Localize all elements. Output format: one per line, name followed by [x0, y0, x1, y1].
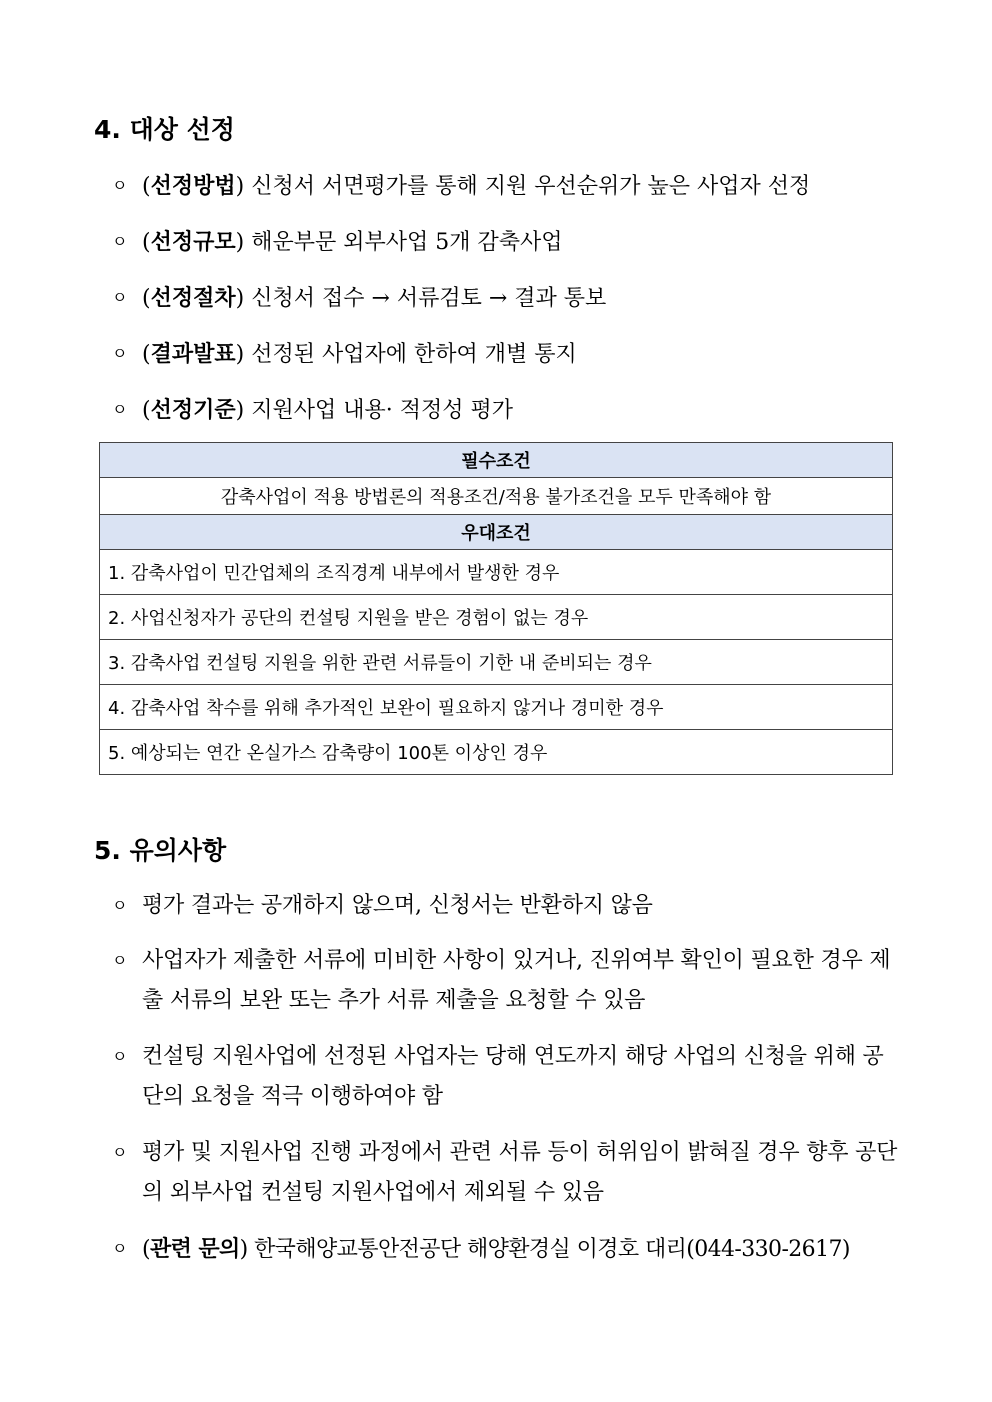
table-row	[100, 550, 893, 595]
bullet-mark: ㅇ	[112, 1239, 128, 1258]
notice-item	[112, 1037, 902, 1117]
table-row	[100, 595, 893, 640]
bullet-key: 선정절차	[150, 285, 236, 311]
table-row	[100, 730, 893, 775]
bullet-mark: ㅇ	[112, 1047, 128, 1066]
required-text: 감축사업이 적용 방법론의 적용조건/적용 불가조건을 모두 만족해야 함	[100, 478, 893, 515]
notice-item	[112, 941, 902, 1021]
required-header: 필수조건	[100, 443, 893, 478]
bullet-key: 선정규모	[150, 229, 236, 255]
notice-text: 평가 및 지원사업 진행 과정에서 관련 서류 등이 허위임이 밝혀질 경우 향후 공단의 외부사업 컨설팅 지원사업에서 제외될 수 있음	[142, 1140, 898, 1205]
table-row	[100, 515, 893, 550]
bullet-key: 선정기준	[150, 397, 236, 423]
bullet-mark: ㅇ	[112, 344, 128, 363]
bullet-mark: ㅇ	[112, 951, 128, 970]
bullet-result-announcement: ㅇ (결과발표) 선정된 사업자에 한하여 개별 통지	[112, 334, 902, 375]
notice-text: 사업자가 제출한 서류에 미비한 사항이 있거나, 진위여부 확인이 필요한 경우 제출 서류의 보완 또는 추가 서류 제출을 요청할 수 있음	[142, 948, 891, 1013]
section-5-title: 5. 유의사항	[94, 836, 227, 865]
bullet-text: 해운부문 외부사업 5개 감축사업	[244, 230, 563, 255]
bullet-text: 선정된 사업자에 한하여 개별 통지	[244, 342, 577, 367]
bullet-mark: ㅇ	[112, 176, 128, 195]
bullet-selection-criteria: ㅇ (선정기준) 지원사업 내용· 적정성 평가	[112, 390, 902, 431]
notice-item	[112, 886, 902, 926]
bullet-key: 결과발표	[150, 341, 236, 367]
contact-item: ㅇ (관련 문의) 한국해양교통안전공단 해양환경실 이경호 대리(044-330-2617)	[112, 1229, 902, 1270]
bullet-selection-method: ㅇ (선정방법) 신청서 서면평가를 통해 지원 우선순위가 높은 사업자 선정	[112, 166, 902, 207]
bullet-text: 지원사업 내용· 적정성 평가	[244, 398, 513, 423]
bullet-mark: ㅇ	[112, 288, 128, 307]
contact-text: 한국해양교통안전공단 해양환경실 이경호 대리(044-330-2617)	[247, 1237, 850, 1262]
bullet-selection-scale: ㅇ (선정규모) 해운부문 외부사업 5개 감축사업	[112, 222, 902, 263]
criteria-table	[99, 442, 893, 775]
bullet-text: 신청서 접수 → 서류검토 → 결과 통보	[244, 286, 607, 311]
notice-item	[112, 1133, 902, 1213]
preferred-item: 5. 예상되는 연간 온실가스 감축량이 100톤 이상인 경우	[100, 730, 893, 775]
preferred-header: 우대조건	[100, 515, 893, 550]
table-row	[100, 478, 893, 515]
notice-text: 평가 결과는 공개하지 않으며, 신청서는 반환하지 않음	[142, 893, 653, 918]
preferred-item: 4. 감축사업 착수를 위해 추가적인 보완이 필요하지 않거나 경미한 경우	[100, 685, 893, 730]
bullet-mark: ㅇ	[112, 896, 128, 915]
section-4-title: 4. 대상 선정	[94, 115, 235, 144]
table-row	[100, 685, 893, 730]
table-row	[100, 443, 893, 478]
contact-key: 관련 문의	[149, 1236, 240, 1262]
bullet-text: 신청서 서면평가를 통해 지원 우선순위가 높은 사업자 선정	[244, 174, 811, 199]
table-row	[100, 640, 893, 685]
preferred-item: 3. 감축사업 컨설팅 지원을 위한 관련 서류들이 기한 내 준비되는 경우	[100, 640, 893, 685]
bullet-mark: ㅇ	[112, 400, 128, 419]
bullet-key: 선정방법	[150, 173, 236, 199]
preferred-item: 2. 사업신청자가 공단의 컨설팅 지원을 받은 경험이 없는 경우	[100, 595, 893, 640]
bullet-selection-procedure: ㅇ (선정절차) 신청서 접수 → 서류검토 → 결과 통보	[112, 278, 902, 319]
bullet-mark: ㅇ	[112, 232, 128, 251]
bullet-mark: ㅇ	[112, 1143, 128, 1162]
notice-text: 컨설팅 지원사업에 선정된 사업자는 당해 연도까지 해당 사업의 신청을 위해 공단의 요청을 적극 이행하여야 함	[142, 1044, 884, 1109]
preferred-item: 1. 감축사업이 민간업체의 조직경계 내부에서 발생한 경우	[100, 550, 893, 595]
